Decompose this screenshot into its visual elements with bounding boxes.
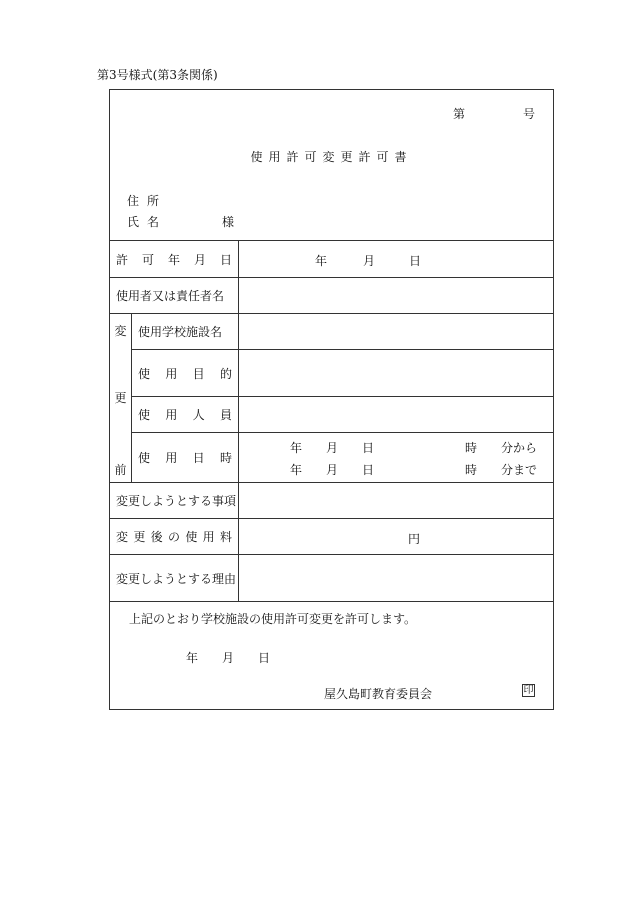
footer-month: 月 [222, 651, 235, 665]
before-change-group: 変 更 前 [110, 314, 132, 483]
fee-label: 変 更 後 の 使 用 料 [110, 519, 239, 555]
fee-row [110, 519, 554, 555]
sama-honorific: 様 [222, 215, 235, 229]
footer-day: 日 [258, 651, 271, 665]
reason-value[interactable] [239, 555, 554, 602]
form-number-label: 第3号様式(第3条関係) [97, 68, 218, 82]
facility-label: 使用学校施設名 [132, 314, 239, 350]
people-label: 使 用 人 員 [132, 397, 239, 433]
name-label: 氏名 [127, 215, 168, 229]
footer-year: 年 [186, 651, 199, 665]
number-dai: 第 [453, 107, 466, 121]
reason-label: 変更しようとする理由 [110, 555, 239, 602]
footer-section [110, 602, 554, 710]
purpose-row [110, 350, 554, 397]
purpose-value[interactable] [239, 350, 554, 397]
permit-date-row [110, 241, 554, 278]
user-row [110, 278, 554, 314]
fee-unit: 円 [408, 532, 421, 546]
permit-date-value[interactable]: 年 月 日 [239, 241, 554, 278]
header-section [110, 90, 554, 241]
change-items-row [110, 483, 554, 519]
fee-value[interactable] [239, 519, 554, 555]
user-value[interactable] [239, 278, 554, 314]
seal-mark: 印 [523, 685, 534, 696]
datetime-value[interactable]: 年 月 日 時 分から 年 月 日 時 分まで [239, 433, 554, 483]
permit-date-label: 許 可 年 月 日 [110, 241, 239, 278]
datetime-row [110, 433, 554, 483]
datetime-label: 使 用 日 時 [132, 433, 239, 483]
facility-row [110, 314, 554, 350]
issuer-name: 屋久島町教育委員会 [324, 687, 433, 701]
purpose-label: 使 用 目 的 [132, 350, 239, 397]
reason-row [110, 555, 554, 602]
approval-statement: 上記のとおり学校施設の使用許可変更を許可します。 [129, 612, 417, 626]
number-go: 号 [523, 107, 536, 121]
change-items-value[interactable] [239, 483, 554, 519]
user-label: 使用者又は責任者名 [110, 278, 239, 314]
permit-form-table [109, 89, 554, 710]
change-items-label: 変更しようとする事項 [110, 483, 239, 519]
people-value[interactable] [239, 397, 554, 433]
address-label: 住所 [127, 194, 168, 208]
people-row [110, 397, 554, 433]
facility-value[interactable] [239, 314, 554, 350]
document-title: 使用許可変更許可書 [250, 150, 413, 164]
